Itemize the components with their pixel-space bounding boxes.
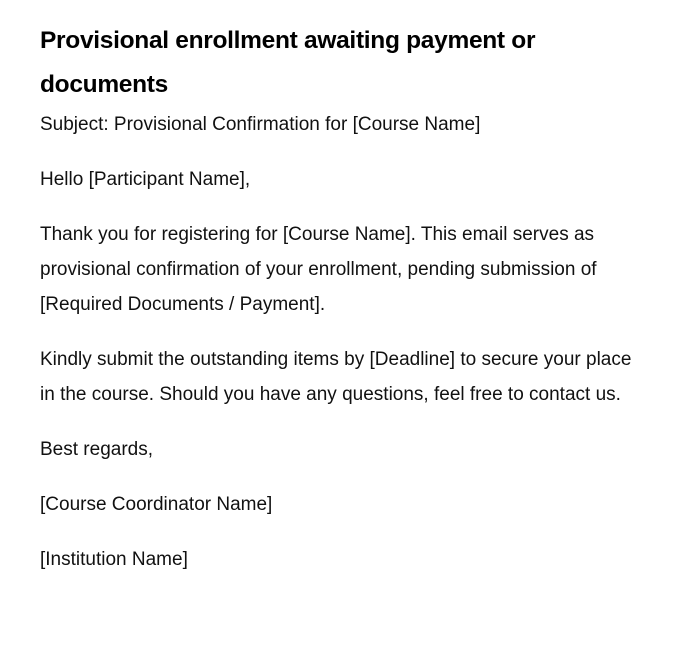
email-template-document xyxy=(40,19,650,577)
document-title: Provisional enrollment awaiting payment or documents xyxy=(40,27,536,98)
email-closing: Best regards, xyxy=(40,439,153,460)
signature-institution: [Institution Name] xyxy=(40,549,188,570)
email-greeting: Hello [Participant Name], xyxy=(40,169,251,190)
email-body-paragraph-2: Kindly submit the outstanding items by [Deadline] to secure your place in the course. Should you have any questions, feel free to contact us. xyxy=(40,349,632,405)
email-subject: Subject: Provisional Confirmation for [Course Name] xyxy=(40,114,481,135)
email-body-paragraph-1: Thank you for registering for [Course Name]. This email serves as provisional confirmation of your enrollment, pending submission of [Required Documents / Payment]. xyxy=(40,224,597,315)
signature-name: [Course Coordinator Name] xyxy=(40,494,273,515)
